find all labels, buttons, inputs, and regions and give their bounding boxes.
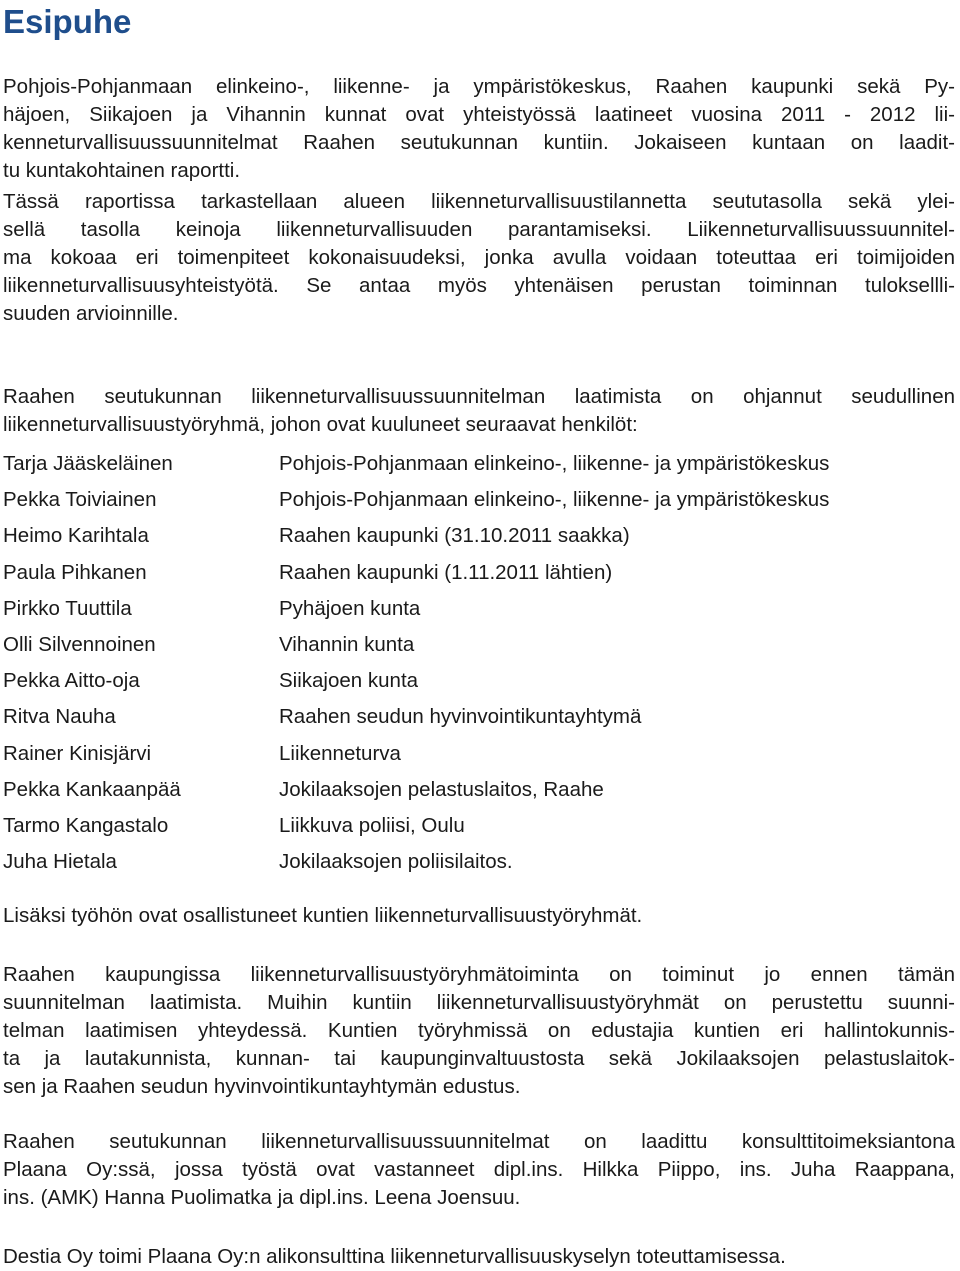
member-organization: Jokilaaksojen pelastuslaitos, Raahe <box>279 777 604 801</box>
member-organization: Liikenneturva <box>279 741 401 765</box>
member-name: Heimo Karihtala <box>3 524 149 548</box>
member-organization: Pohjois-Pohjanmaan elinkeino-, liikenne- ja ympäristökeskus <box>279 488 830 512</box>
paragraph-consultant: Raahen seutukunnan liikenneturvallisuussuunnitelmat on laadittu konsulttitoimeksiantona Plaana Oy:ssä, jossa työstä ovat vastanneet dipl.ins. Hilkka Piippo, ins. Juha Raappana, ins. (AMK) Hanna Puolimatka ja dipl.ins. Leena Joensuu. <box>3 1130 955 1209</box>
members-list <box>3 446 955 880</box>
member-organization: Siikajoen kunta <box>279 669 419 693</box>
list-item <box>3 446 955 482</box>
list-item <box>3 555 955 591</box>
member-organization: Raahen seudun hyvinvointikuntayhtymä <box>279 705 642 729</box>
member-name: Pirkko Tuuttila <box>3 596 132 620</box>
list-item <box>3 844 955 880</box>
paragraph-intro: Pohjois-Pohjanmaan elinkeino-, liikenne- ja ympäristökeskus, Raahen kaupunki sekä Py- häjoen, Siikajoen ja Vihannin kunnat ovat yhteistyössä laatineet vuosina 2011 - 2012 lii- kenneturvallisuussuunnitelmat Raahen seutukunnan kuntiin. Jokaiseen kuntaan on laadit- tu kuntakohtainen raportti. <box>3 75 955 182</box>
member-organization: Raahen kaupunki (31.10.2011 saakka) <box>279 524 630 548</box>
member-name: Pekka Aitto-oja <box>3 669 140 693</box>
paragraph-subconsultant: Destia Oy toimi Plaana Oy:n alikonsulttina liikenneturvallisuuskyselyn toteuttamisessa. <box>3 1245 786 1268</box>
page-title: Esipuhe <box>3 3 132 40</box>
member-organization: Liikkuva poliisi, Oulu <box>279 813 465 837</box>
member-name: Paula Pihkanen <box>3 560 147 584</box>
member-name: Tarja Jääskeläinen <box>3 452 173 476</box>
paragraph-working-group: Raahen seutukunnan liikenneturvallisuussuunnitelman laatimista on ohjannut seudullinen liikenneturvallisuustyöryhmä, johon ovat kuuluneet seuraavat henkilöt: <box>3 385 955 436</box>
list-item <box>3 518 955 554</box>
member-name: Olli Silvennoinen <box>3 633 156 657</box>
list-item <box>3 663 955 699</box>
list-item <box>3 482 955 518</box>
paragraph-participants: Lisäksi työhön ovat osallistuneet kuntien liikenneturvallisuustyöryhmät. <box>3 904 643 927</box>
member-name: Juha Hietala <box>3 850 117 874</box>
list-item <box>3 808 955 844</box>
list-item <box>3 591 955 627</box>
member-name: Pekka Toiviainen <box>3 488 157 512</box>
member-organization: Pyhäjoen kunta <box>279 596 421 620</box>
member-organization: Vihannin kunta <box>279 633 415 657</box>
member-organization: Jokilaaksojen poliisilaitos. <box>279 850 513 874</box>
member-organization: Raahen kaupunki (1.11.2011 lähtien) <box>279 560 613 584</box>
paragraph-report-scope: Tässä raportissa tarkastellaan alueen liikenneturvallisuustilannetta seututasolla sekä ylei- sellä tasolla keinoja liikenneturvallisuuden parantamiseksi. Liikenneturvallisuussuunnitel- ma kokoaa eri toimenpiteet kokonaisuudeksi, jonka avulla voidaan toteuttaa eri toimijoiden liikenneturvallisuusyhteistyötä. Se antaa myös yhtenäisen perustan toiminnan tuloksellli- suuden arvioinnille. <box>3 190 955 325</box>
list-item <box>3 699 955 735</box>
list-item <box>3 736 955 772</box>
member-name: Pekka Kankaanpää <box>3 777 181 801</box>
member-name: Rainer Kinisjärvi <box>3 741 152 765</box>
list-item <box>3 627 955 663</box>
member-organization: Pohjois-Pohjanmaan elinkeino-, liikenne- ja ympäristökeskus <box>279 452 830 476</box>
member-name: Ritva Nauha <box>3 705 116 729</box>
list-item <box>3 772 955 808</box>
member-name: Tarmo Kangastalo <box>3 813 169 837</box>
paragraph-municipal-groups: Raahen kaupungissa liikenneturvallisuustyöryhmätoiminta on toiminut jo ennen tämän suunnitelman laatimista. Muihin kuntiin liikenneturvallisuustyöryhmät on perustettu suunni- telman laatimisen yhteydessä. Kuntien työryhmissä on edustajia kuntien eri hallintokunnis- ta ja lautakunnista, kunnan- tai kaupunginvaltuustosta sekä Jokilaaksojen pelastuslaitok- sen ja Raahen seudun hyvinvointikuntayhtymän edustus. <box>3 963 955 1098</box>
